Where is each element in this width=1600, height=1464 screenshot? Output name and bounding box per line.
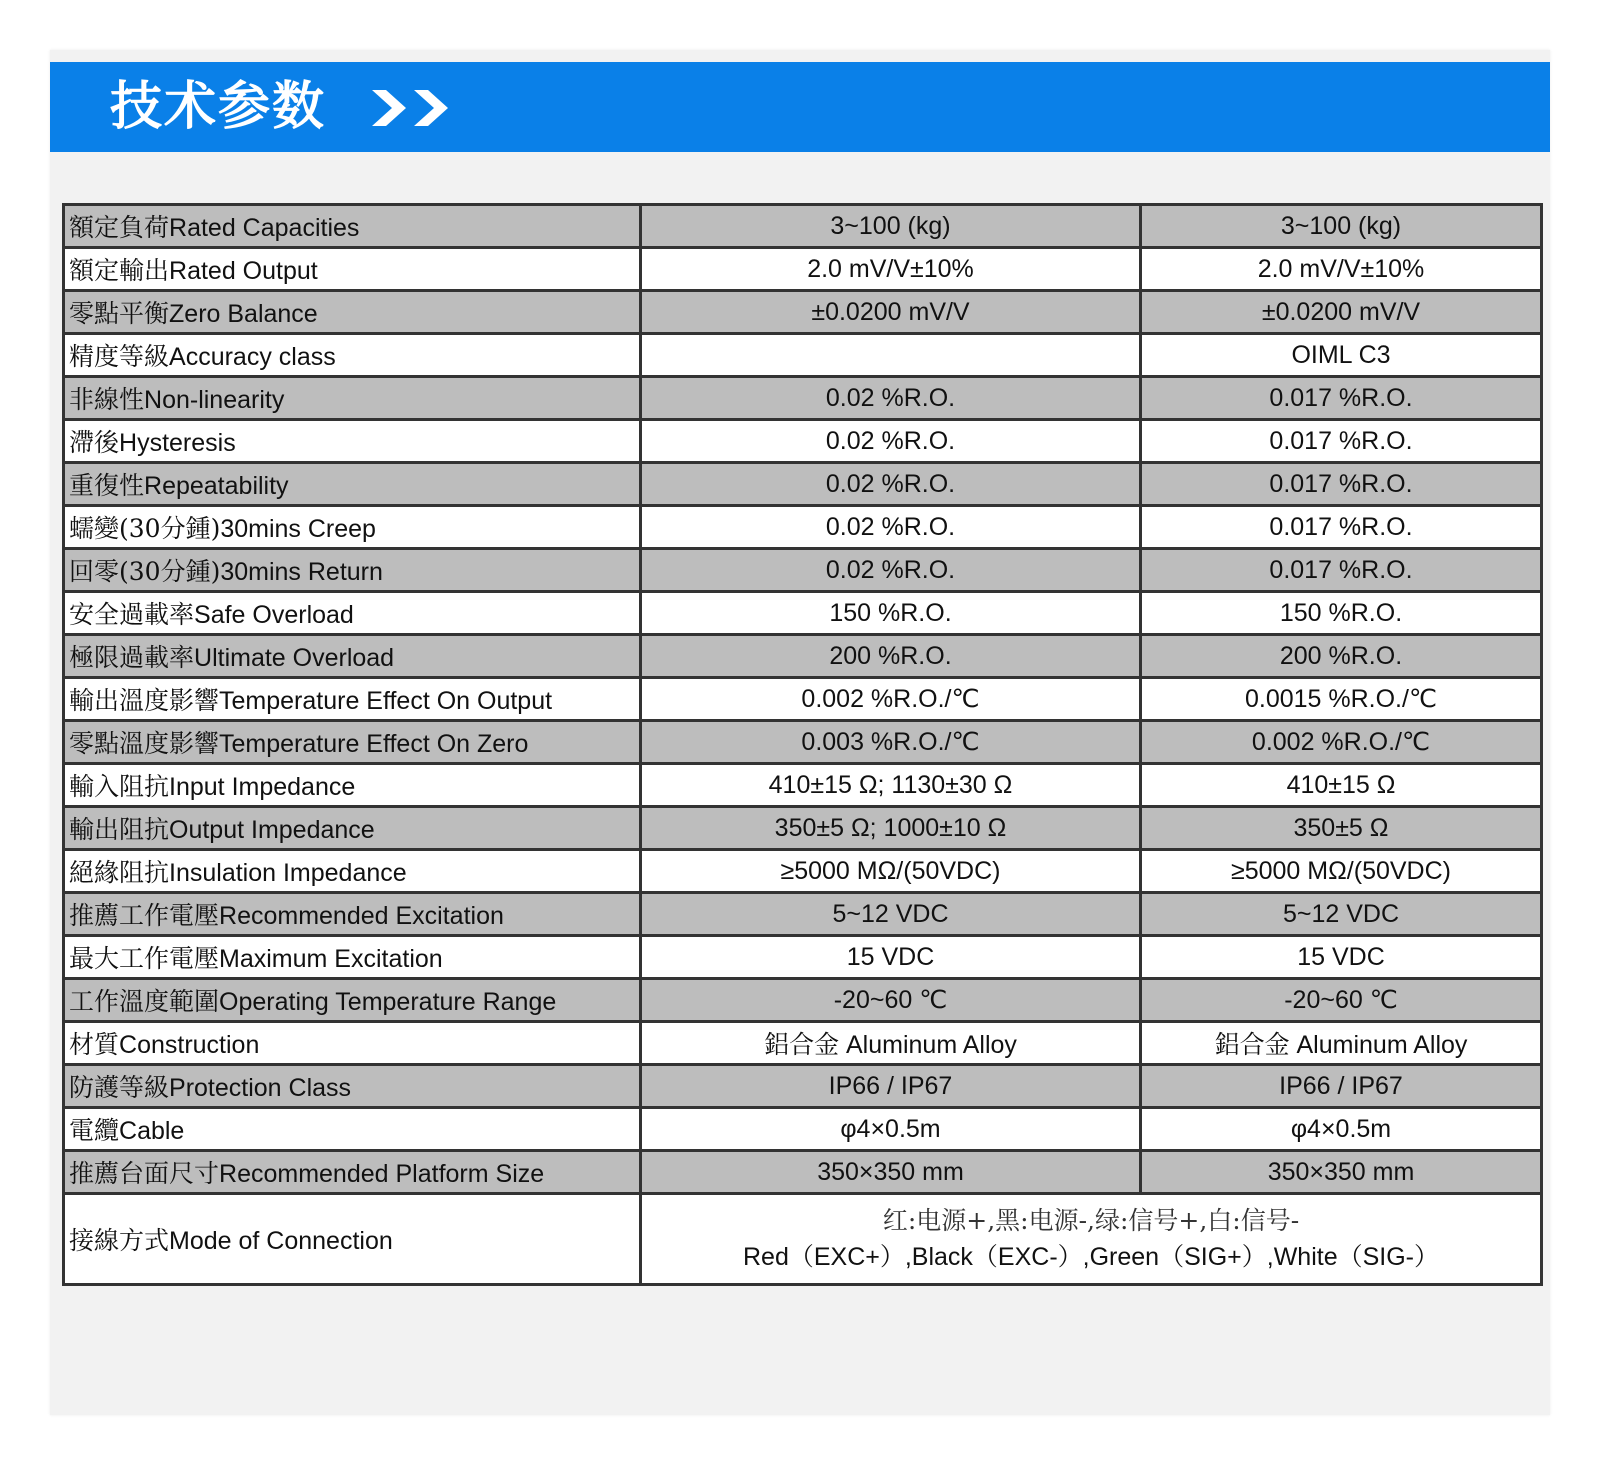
- spec-label: [64, 377, 641, 420]
- spec-value-col1: 15 VDC: [641, 936, 1141, 979]
- spec-label-en: Hysteresis: [119, 429, 236, 457]
- spec-label: [64, 764, 641, 807]
- spec-value-col2: 0.002 %R.O./℃: [1141, 721, 1542, 764]
- spec-label: [64, 893, 641, 936]
- spec-row: [64, 334, 1542, 377]
- spec-label: [64, 850, 641, 893]
- spec-label: [64, 1065, 641, 1108]
- spec-value-col1: 鋁合金 Aluminum Alloy: [641, 1022, 1141, 1065]
- spec-value-col2: ±0.0200 mV/V: [1141, 291, 1542, 334]
- spec-value-col2: 150 %R.O.: [1141, 592, 1542, 635]
- spec-label-zh: 電纜: [69, 1116, 120, 1145]
- spec-value-col1: 0.002 %R.O./℃: [641, 678, 1141, 721]
- spec-label: [64, 678, 641, 721]
- spec-label-en: Accuracy class: [169, 343, 336, 371]
- spec-row: [64, 1022, 1542, 1065]
- spec-label-en: Ultimate Overload: [194, 644, 395, 672]
- spec-label-zh: 滯後: [69, 428, 120, 457]
- spec-row: [64, 678, 1542, 721]
- spec-label-zh: 非線性: [69, 385, 145, 414]
- spec-label-en: Operating Temperature Range: [219, 988, 557, 1016]
- spec-label: [64, 506, 641, 549]
- spec-label-zh: 最大工作電壓: [69, 944, 220, 973]
- spec-label-zh: 額定輸出: [69, 256, 170, 285]
- spec-label-en: Zero Balance: [169, 300, 318, 328]
- connection-line-zh: 红:电源+,黑:电源-,绿:信号+,白:信号-: [882, 1206, 1300, 1235]
- spec-label: [64, 205, 641, 248]
- spec-label: [64, 1194, 641, 1285]
- spec-label-en: Input Impedance: [169, 773, 356, 801]
- spec-row: [64, 764, 1542, 807]
- section-header: [50, 62, 1550, 152]
- spec-label: [64, 1108, 641, 1151]
- spec-label: [64, 291, 641, 334]
- spec-value-col2: 0.017 %R.O.: [1141, 463, 1542, 506]
- spec-label: [64, 979, 641, 1022]
- connection-value: [641, 1194, 1542, 1285]
- double-chevron-right-icon: [370, 88, 460, 128]
- spec-row: [64, 1065, 1542, 1108]
- spec-value-col1: 0.003 %R.O./℃: [641, 721, 1141, 764]
- spec-label-en: Recommended Platform Size: [219, 1160, 545, 1188]
- spec-value-col2: 鋁合金 Aluminum Alloy: [1141, 1022, 1542, 1065]
- spec-label-en: Cable: [119, 1117, 185, 1145]
- spec-row: [64, 721, 1542, 764]
- spec-value-col2: 15 VDC: [1141, 936, 1542, 979]
- spec-label: [64, 334, 641, 377]
- spec-label-zh: 零點溫度影響: [69, 729, 220, 758]
- spec-value-col2: 0.017 %R.O.: [1141, 506, 1542, 549]
- spec-value-col2: 410±15 Ω: [1141, 764, 1542, 807]
- spec-row: [64, 506, 1542, 549]
- spec-row: [64, 979, 1542, 1022]
- spec-value-col2: 2.0 mV/V±10%: [1141, 248, 1542, 291]
- spec-value-col1: 3~100 (kg): [641, 205, 1141, 248]
- spec-value-col1: 0.02 %R.O.: [641, 549, 1141, 592]
- spec-label-zh: 推薦工作電壓: [69, 901, 220, 930]
- spec-label-en: Output Impedance: [169, 816, 375, 844]
- spec-label: [64, 592, 641, 635]
- spec-label-en: Repeatability: [144, 472, 289, 500]
- spec-label-en: Rated Output: [169, 257, 318, 285]
- spec-label-en: Non-linearity: [144, 386, 285, 414]
- spec-label-en: Safe Overload: [194, 601, 354, 629]
- spec-value-col1: 150 %R.O.: [641, 592, 1141, 635]
- spec-label-zh: 工作溫度範圍: [69, 987, 220, 1016]
- connection-line-en: Red（EXC+）,Black（EXC-）,Green（SIG+）,White（SIG-）: [742, 1243, 1439, 1271]
- spec-label-zh: 重復性: [69, 471, 145, 500]
- spec-label-zh: 精度等級: [69, 342, 170, 371]
- spec-value-col1: 350±5 Ω; 1000±10 Ω: [641, 807, 1141, 850]
- spec-value-col1: 0.02 %R.O.: [641, 377, 1141, 420]
- spec-label-zh: 極限過載率: [69, 643, 195, 672]
- spec-value-col2: 0.0015 %R.O./℃: [1141, 678, 1542, 721]
- spec-value-col1: ≥5000 MΩ/(50VDC): [641, 850, 1141, 893]
- spec-value-col2: IP66 / IP67: [1141, 1065, 1542, 1108]
- spec-value-col2: φ4×0.5m: [1141, 1108, 1542, 1151]
- spec-value-col1: 350×350 mm: [641, 1151, 1141, 1194]
- spec-label-zh: 防護等級: [69, 1073, 170, 1102]
- spec-value-col1: ±0.0200 mV/V: [641, 291, 1141, 334]
- spec-row: [64, 205, 1542, 248]
- spec-label-en: Temperature Effect On Zero: [219, 730, 529, 758]
- spec-value-col2: OIML C3: [1141, 334, 1542, 377]
- spec-label-en: Construction: [119, 1031, 260, 1059]
- spec-value-col1: 200 %R.O.: [641, 635, 1141, 678]
- spec-table: [62, 203, 1543, 1286]
- spec-label-zh: 安全過載率: [69, 600, 195, 629]
- spec-row: [64, 420, 1542, 463]
- spec-value-col2: 3~100 (kg): [1141, 205, 1542, 248]
- spec-row: [64, 893, 1542, 936]
- spec-label-zh: 零點平衡: [69, 299, 170, 328]
- spec-value-col2: 200 %R.O.: [1141, 635, 1542, 678]
- spec-label-zh: 輸出溫度影響: [69, 686, 220, 715]
- spec-label: [64, 463, 641, 506]
- spec-row: [64, 807, 1542, 850]
- spec-value-col1: 5~12 VDC: [641, 893, 1141, 936]
- spec-value-col2: 0.017 %R.O.: [1141, 420, 1542, 463]
- spec-label-zh: 推薦台面尺寸: [69, 1159, 220, 1188]
- spec-value-col1: 410±15 Ω; 1130±30 Ω: [641, 764, 1141, 807]
- spec-label: [64, 721, 641, 764]
- spec-label-zh: 輸入阻抗: [69, 772, 170, 801]
- spec-value-col1: IP66 / IP67: [641, 1065, 1141, 1108]
- spec-value-col2: 0.017 %R.O.: [1141, 377, 1542, 420]
- spec-value-col2: ≥5000 MΩ/(50VDC): [1141, 850, 1542, 893]
- spec-row: [64, 1151, 1542, 1194]
- spec-value-col1: 0.02 %R.O.: [641, 420, 1141, 463]
- spec-label-en: Insulation Impedance: [169, 859, 407, 887]
- spec-value-col2: 350±5 Ω: [1141, 807, 1542, 850]
- spec-label-zh: 接線方式: [69, 1226, 170, 1255]
- spec-value-col2: 350×350 mm: [1141, 1151, 1542, 1194]
- spec-row: [64, 549, 1542, 592]
- spec-row: [64, 1108, 1542, 1151]
- spec-value-col1: 0.02 %R.O.: [641, 506, 1141, 549]
- spec-label: [64, 1151, 641, 1194]
- spec-label: [64, 420, 641, 463]
- spec-label-en: Mode of Connection: [169, 1227, 393, 1255]
- spec-label: [64, 635, 641, 678]
- section-title: 技术参数: [110, 77, 327, 137]
- spec-row: [64, 850, 1542, 893]
- spec-label-en: Rated Capacities: [169, 214, 360, 242]
- spec-label-zh: 輸出阻抗: [69, 815, 170, 844]
- spec-label-zh: 回零(30分鍾): [69, 557, 221, 586]
- spec-value-col1: 0.02 %R.O.: [641, 463, 1141, 506]
- spec-label: [64, 807, 641, 850]
- spec-row: [64, 592, 1542, 635]
- spec-label: [64, 1022, 641, 1065]
- spec-label-zh: 額定負荷: [69, 213, 170, 242]
- spec-row: [64, 936, 1542, 979]
- spec-value-col1: [641, 334, 1141, 377]
- spec-label: [64, 248, 641, 291]
- spec-label-en: Recommended Excitation: [219, 902, 504, 930]
- spec-value-col1: 2.0 mV/V±10%: [641, 248, 1141, 291]
- spec-value-col2: -20~60 ℃: [1141, 979, 1542, 1022]
- spec-row: [64, 463, 1542, 506]
- spec-label-en: Maximum Excitation: [219, 945, 443, 973]
- spec-value-col2: 5~12 VDC: [1141, 893, 1542, 936]
- spec-row: [64, 635, 1542, 678]
- spec-label: [64, 549, 641, 592]
- spec-label-en: Protection Class: [169, 1074, 352, 1102]
- spec-row: [64, 248, 1542, 291]
- spec-value-col1: -20~60 ℃: [641, 979, 1141, 1022]
- spec-value-col1: φ4×0.5m: [641, 1108, 1141, 1151]
- spec-label-zh: 蠕變(30分鍾): [69, 514, 221, 543]
- spec-label-zh: 絕緣阻抗: [69, 858, 170, 887]
- spec-label-en: Temperature Effect On Output: [219, 687, 553, 715]
- spec-label-en: 30mins Creep: [220, 515, 376, 543]
- spec-label: [64, 936, 641, 979]
- spec-label-en: 30mins Return: [220, 558, 383, 586]
- spec-label-zh: 材質: [69, 1030, 120, 1059]
- spec-row: [64, 377, 1542, 420]
- spec-row: [64, 291, 1542, 334]
- spec-value-col2: 0.017 %R.O.: [1141, 549, 1542, 592]
- connection-row: [64, 1194, 1542, 1285]
